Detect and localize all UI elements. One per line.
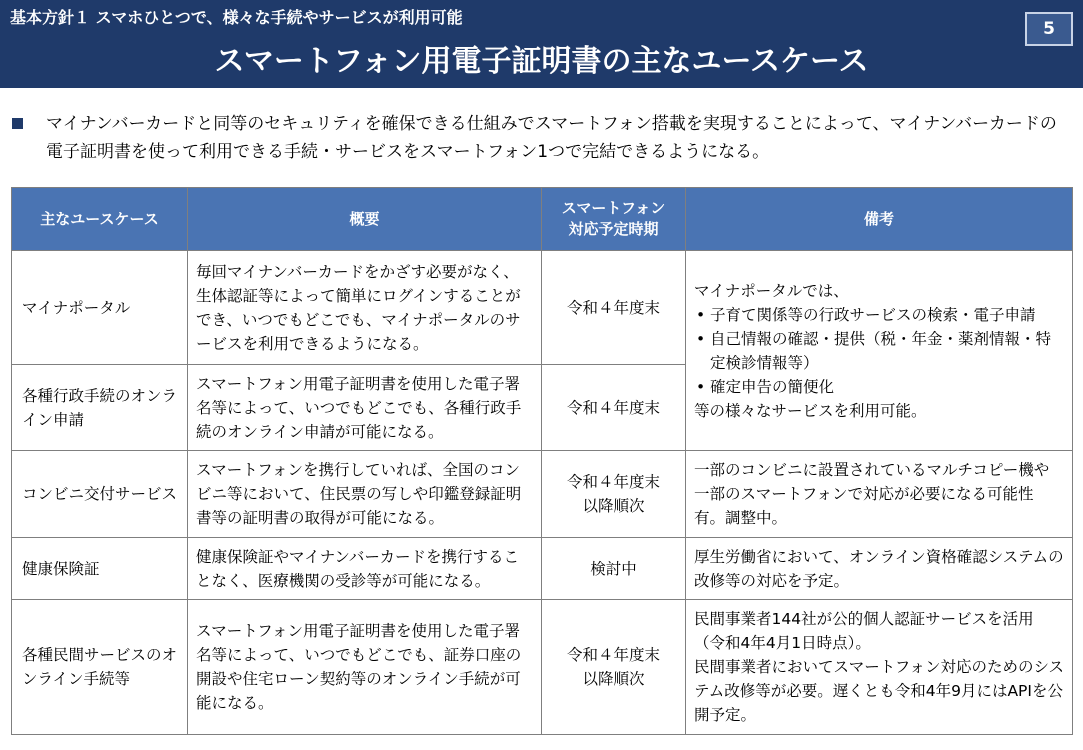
timing-cell — [542, 451, 686, 538]
notes-outro: 等の様々なサービスを利用可能。 — [694, 401, 927, 420]
header-timing-line1: スマートフォン — [561, 199, 666, 217]
header-timing — [542, 188, 686, 251]
timing-cell: 検討中 — [542, 538, 686, 600]
usecase-cell: 各種行政手続のオンライン申請 — [12, 365, 188, 451]
slide-title: スマートフォン用電子証明書の主なユースケース — [214, 44, 869, 79]
notes-intro: マイナポータルでは、 — [694, 281, 849, 300]
table-header-row — [12, 188, 1073, 251]
notes-line2: 民間事業者においてスマートフォン対応のためのシステム改修等が必要。遅くとも令和4年9月にはAPIを公開予定。 — [694, 658, 1064, 724]
intro-paragraph — [12, 110, 1072, 166]
summary-cell: 健康保険証やマイナンバーカードを携行することなく、医療機関の受診等が可能になる。 — [188, 538, 542, 600]
timing-line1: 令和４年度末 — [566, 646, 660, 664]
usecase-cell: コンビニ交付サービス — [12, 451, 188, 538]
header-notes: 備考 — [686, 188, 1073, 251]
table-row — [12, 538, 1073, 600]
timing-line2: 以降順次 — [582, 670, 645, 688]
summary-cell: スマートフォンを携行していれば、全国のコンビニ等において、住民票の写しや印鑑登録証明書等の証明書の取得が可能になる。 — [188, 451, 542, 538]
header-usecase: 主なユースケース — [12, 188, 188, 251]
header-timing-line2: 対応予定時期 — [568, 220, 659, 238]
timing-cell — [542, 600, 686, 735]
notes-list — [694, 303, 1064, 399]
timing-cell: 令和４年度末 — [542, 251, 686, 365]
list-item: • 自己情報の確認・提供（税・年金・薬剤情報・特定検診情報等） — [694, 327, 1064, 375]
timing-line2: 以降順次 — [582, 497, 645, 515]
header-summary: 概要 — [188, 188, 542, 251]
summary-cell: スマートフォン用電子証明書を使用した電子署名等によって、いつでもどこでも、証券口座の開設や住宅ローン契約等のオンライン手続が可能になる。 — [188, 600, 542, 735]
slide-header — [0, 0, 1083, 88]
summary-cell: 毎回マイナンバーカードをかざす必要がなく、生体認証等によって簡単にログインすることができ、いつでもどこでも、マイナポータルのサービスを利用できるようになる。 — [188, 251, 542, 365]
notes-line1: 民間事業者144社が公的個人認証サービスを活用（令和4年4月1日時点）。 — [694, 610, 1034, 652]
list-item: • 確定申告の簡便化 — [694, 375, 1064, 399]
summary-cell: スマートフォン用電子証明書を使用した電子署名等によって、いつでもどこでも、各種行政手続のオンライン申請が可能になる。 — [188, 365, 542, 451]
table-row — [12, 251, 1073, 365]
list-item: • 子育て関係等の行政サービスの検索・電子申請 — [694, 303, 1064, 327]
table-row — [12, 600, 1073, 735]
timing-cell: 令和４年度末 — [542, 365, 686, 451]
square-bullet-icon — [12, 118, 23, 129]
timing-line1: 令和４年度末 — [566, 473, 660, 491]
usecase-table — [11, 187, 1073, 735]
page-number-badge: 5 — [1025, 12, 1073, 46]
usecase-cell: マイナポータル — [12, 251, 188, 365]
notes-cell: 厚生労働省において、オンライン資格確認システムの改修等の対応を予定。 — [686, 538, 1073, 600]
header-subtitle: 基本方針１ スマホひとつで、様々な手続やサービスが利用可能 — [10, 8, 463, 27]
notes-cell — [686, 600, 1073, 735]
usecase-cell: 各種民間サービスのオンライン手続等 — [12, 600, 188, 735]
notes-cell: 一部のコンビニに設置されているマルチコピー機や一部のスマートフォンで対応が必要になる可能性有。調整中。 — [686, 451, 1073, 538]
table-row — [12, 451, 1073, 538]
notes-cell-merged — [686, 251, 1073, 451]
usecase-cell: 健康保険証 — [12, 538, 188, 600]
intro-text: マイナンバーカードと同等のセキュリティを確保できる仕組みでスマートフォン搭載を実現することによって、マイナンバーカードの電子証明書を使って利用できる手続・サービスをスマートフォン1つで完結できるようになる。 — [46, 114, 1057, 162]
